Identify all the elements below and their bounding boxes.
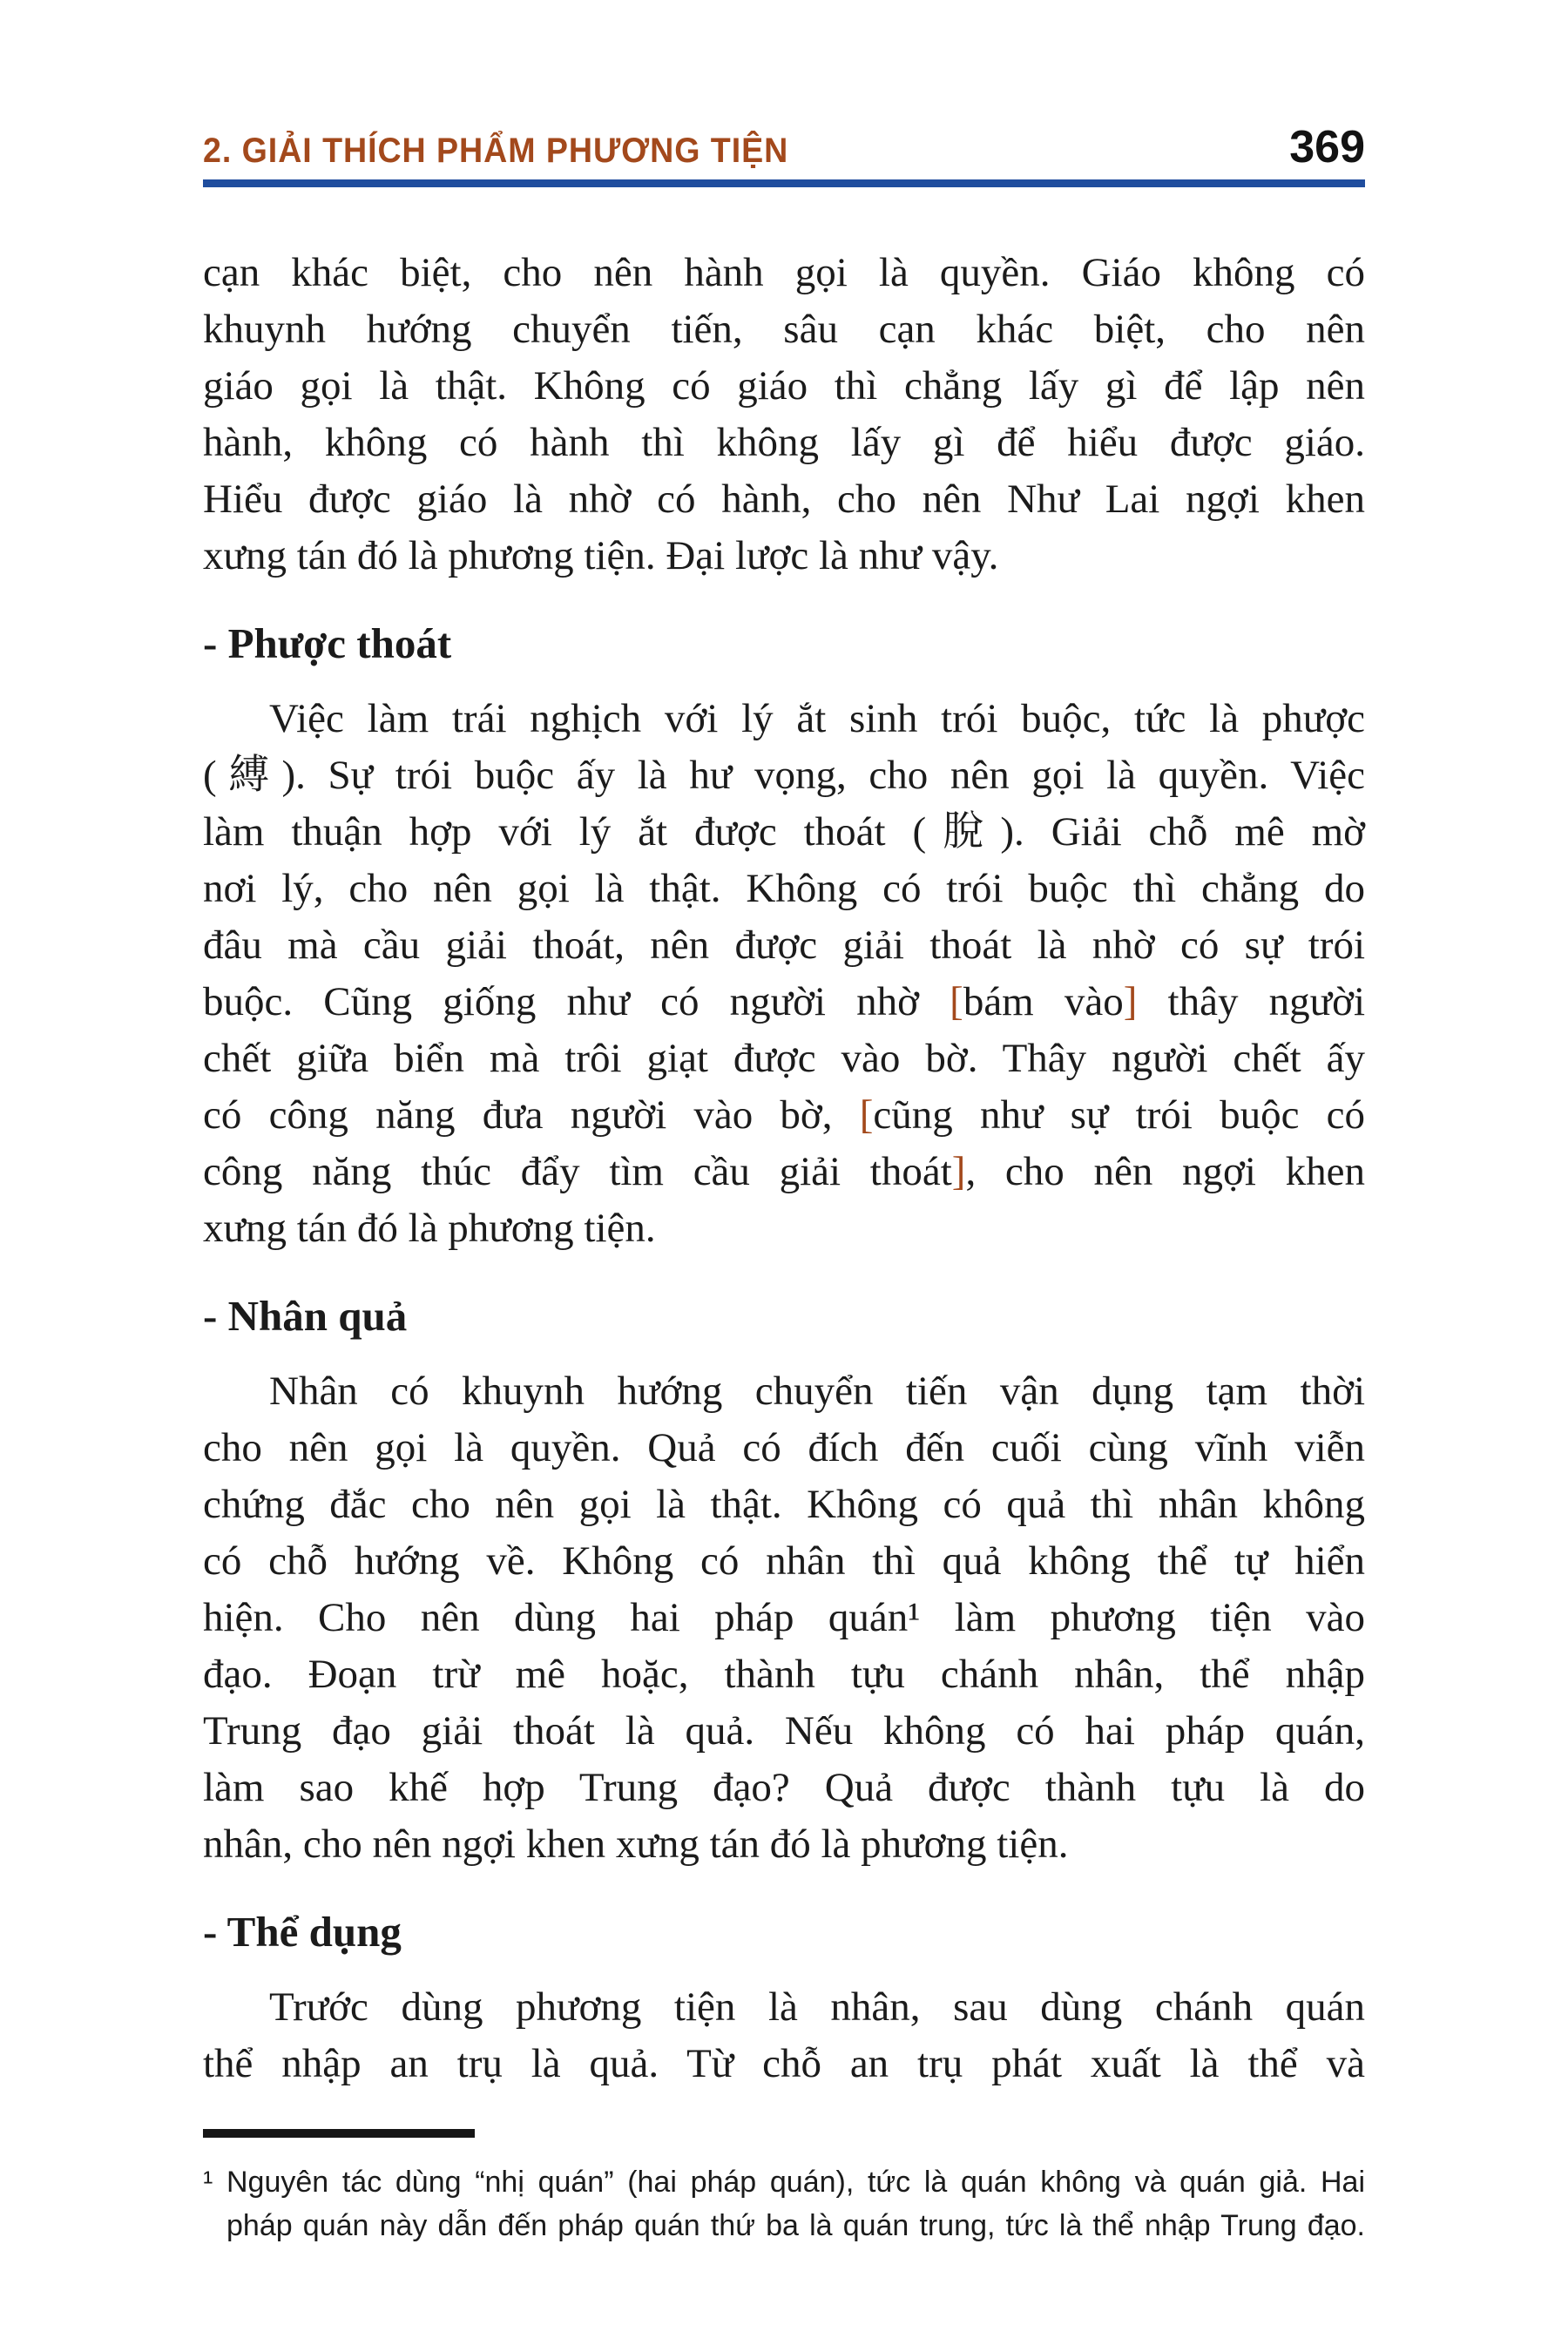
text-line: có chỗ hướng về. Không có nhân thì quả không thể tự hiển [203, 1538, 1365, 1584]
text-line: nhân, cho nên ngợi khen xưng tán đó là phương tiện. [203, 1821, 1069, 1867]
book-page [203, 0, 1365, 2247]
text-line: thể nhập an trụ là quả. Từ chỗ an trụ phát xuất là thể và [203, 2040, 1365, 2086]
text-line: cạn khác biệt, cho nên hành gọi là quyền. Giáo không có [203, 249, 1365, 295]
paragraph-the-dung [203, 1979, 1365, 2092]
text-line: xưng tán đó là phương tiện. [203, 1205, 656, 1251]
text-line: Việc làm trái nghịch với lý ắt sinh trói buộc, tức là phược [269, 695, 1365, 741]
text-line: Nhân có khuynh hướng chuyển tiến vận dụng tạm thời [269, 1368, 1365, 1414]
paragraph-intro [203, 245, 1365, 585]
editorial-bracket: [ [950, 978, 963, 1024]
text-line: hành, không có hành thì không lấy gì để hiểu được giáo. [203, 419, 1365, 465]
text-line: Trước dùng phương tiện là nhân, sau dùng chánh quán [269, 1984, 1365, 2030]
text-line: hiện. Cho nên dùng hai pháp quán¹ làm phương tiện vào [203, 1594, 1365, 1640]
footnote [203, 2160, 1365, 2247]
text-line: làm thuận hợp với lý ắt được thoát (脫). Giải chỗ mê mờ [203, 808, 1365, 855]
paragraph-phuoc-thoat [203, 691, 1365, 1257]
footnote-separator-rule [203, 2129, 475, 2138]
body-text [203, 245, 1365, 2092]
text-line: Trung đạo giải thoát là quả. Nếu không có hai pháp quán, [203, 1707, 1365, 1754]
text-line: nơi lý, cho nên gọi là thật. Không có trói buộc thì chẳng do [203, 865, 1365, 911]
text-line: có công năng đưa người vào bờ, [cũng như sự trói buộc có [203, 1092, 1365, 1138]
text-line: chứng đắc cho nên gọi là thật. Không có quả thì nhân không [203, 1481, 1365, 1527]
page-number: 369 [1289, 122, 1365, 172]
text-line: chết giữa biển mà trôi giạt được vào bờ. Thây người chết ấy [203, 1035, 1365, 1081]
text-line: đâu mà cầu giải thoát, nên được giải thoát là nhờ có sự trói [203, 922, 1365, 968]
footnote-line: pháp quán này dẫn đến pháp quán thứ ba là quán trung, tức là thể nhập Trung đạo. [226, 2208, 1365, 2242]
editorial-bracket: ] [1123, 978, 1138, 1024]
text-line: đạo. Đoạn trừ mê hoặc, thành tựu chánh nhân, thể nhập [203, 1651, 1365, 1697]
text-line: làm sao khế hợp Trung đạo? Quả được thành tựu là do [203, 1764, 1365, 1810]
section-heading-nhan-qua: - Nhân quả [203, 1291, 408, 1340]
text-line: cho nên gọi là quyền. Quả có đích đến cuối cùng vĩnh viễn [203, 1424, 1365, 1470]
text-line: công năng thúc đẩy tìm cầu giải thoát], cho nên ngợi khen [203, 1148, 1365, 1194]
text-line: giáo gọi là thật. Không có giáo thì chẳng lấy gì để lập nên [203, 362, 1365, 409]
text-line: khuynh hướng chuyển tiến, sâu cạn khác biệt, cho nên [203, 306, 1365, 352]
editorial-bracket: [ [859, 1092, 874, 1138]
running-header [203, 122, 1365, 172]
chapter-title: 2. GIẢI THÍCH PHẨM PHƯƠNG TIỆN [203, 131, 789, 170]
footnote-line: ¹ Nguyên tác dùng “nhị quán” (hai pháp quán), tức là quán không và quán giả. Hai [203, 2165, 1365, 2199]
section-heading-phuoc-thoat: - Phược thoát [203, 618, 452, 667]
header-divider-rule [203, 179, 1365, 187]
paragraph-nhan-qua [203, 1363, 1365, 1873]
section-heading-the-dung: - Thể dụng [203, 1907, 402, 1956]
text-line: Hiểu được giáo là nhờ có hành, cho nên Như Lai ngợi khen [203, 476, 1365, 522]
text-line: buộc. Cũng giống như có người nhờ [bám vào] thây người [203, 978, 1366, 1024]
editorial-bracket: ] [951, 1148, 966, 1194]
text-line: xưng tán đó là phương tiện. Đại lược là như vậy. [203, 532, 999, 578]
text-line: (縛). Sự trói buộc ấy là hư vọng, cho nên gọi là quyền. Việc [203, 752, 1365, 798]
